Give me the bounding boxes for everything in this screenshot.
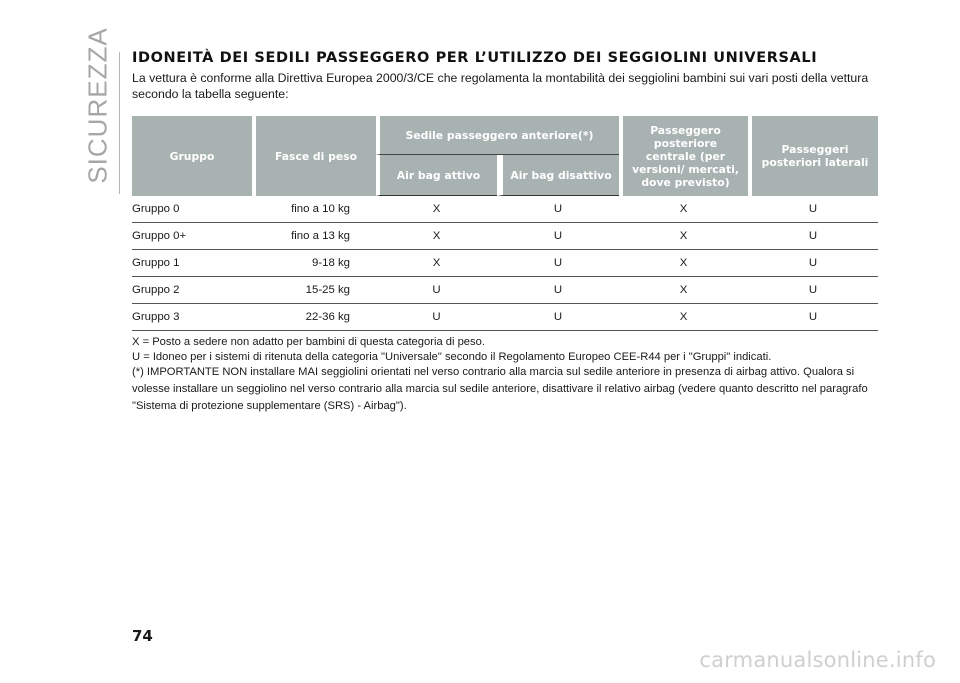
header-gruppo: Gruppo xyxy=(132,116,252,196)
cell-gruppo: Gruppo 3 xyxy=(132,304,252,331)
cell-posteriori-laterali: U xyxy=(748,250,878,277)
cell-airbag-attivo: U xyxy=(376,277,497,304)
header-posteriore-centrale: Passeggero posteriore centrale (per versioni/ mercati, dove previsto) xyxy=(619,116,748,196)
table-row xyxy=(132,250,878,277)
cell-gruppo: Gruppo 0 xyxy=(132,196,252,223)
cell-airbag-attivo: U xyxy=(376,304,497,331)
cell-airbag-attivo: X xyxy=(376,223,497,250)
cell-airbag-disattivo: U xyxy=(497,277,619,304)
table-row xyxy=(132,304,878,331)
cell-posteriore-centrale: X xyxy=(619,223,748,250)
header-posteriori-laterali: Passeggeri posteriori laterali xyxy=(748,116,878,196)
cell-gruppo: Gruppo 2 xyxy=(132,277,252,304)
cell-airbag-disattivo: U xyxy=(497,304,619,331)
side-divider xyxy=(119,52,120,194)
note-u: U = Idoneo per i sistemi di ritenuta della categoria "Universale" secondo il Regolamento Europeo CEE-R44 per i "Gruppi" indicati. xyxy=(132,350,772,363)
cell-fascia-peso: fino a 13 kg xyxy=(252,223,376,250)
section-side-title xyxy=(78,18,118,193)
cell-posteriore-centrale: X xyxy=(619,196,748,223)
cell-airbag-attivo: X xyxy=(376,250,497,277)
cell-posteriore-centrale: X xyxy=(619,250,748,277)
page-content xyxy=(132,50,878,415)
cell-posteriori-laterali: U xyxy=(748,304,878,331)
cell-airbag-disattivo: U xyxy=(497,250,619,277)
note-importante: (*) IMPORTANTE NON installare MAI seggiolini orientati nel verso contrario alla marcia sul sedile anteriore in presenza di airbag attivo. Qualora si volesse installare un seggiolino nel verso contrario alla marcia sul sedile anteriore, disattivare il relativo airbag (vedere quanto descritto nel paragrafo "Sistema di protezione supplementare (SRS) - Airbag"). xyxy=(132,366,868,412)
cell-fascia-peso: 9-18 kg xyxy=(252,250,376,277)
suitability-table xyxy=(132,116,878,331)
header-airbag-attivo: Air bag attivo xyxy=(376,155,497,196)
cell-posteriori-laterali: U xyxy=(748,223,878,250)
site-watermark: carmanualsonline.info xyxy=(699,648,936,672)
cell-airbag-disattivo: U xyxy=(497,223,619,250)
intro-paragraph: La vettura è conforme alla Direttiva Europea 2000/3/CE che regolamenta la montabilità dei seggiolini bambini sui vari posti della vettura secondo la tabella seguente: xyxy=(132,71,869,101)
table-row xyxy=(132,223,878,250)
section-side-title-text: SICUREZZA xyxy=(82,27,113,184)
table-notes xyxy=(132,335,878,415)
header-sedile-anteriore: Sedile passeggero anteriore(*) xyxy=(376,116,619,155)
cell-posteriori-laterali: U xyxy=(748,277,878,304)
cell-airbag-disattivo: U xyxy=(497,196,619,223)
cell-gruppo: Gruppo 0+ xyxy=(132,223,252,250)
table-row xyxy=(132,196,878,223)
page-number: 74 xyxy=(132,627,153,645)
cell-fascia-peso: fino a 10 kg xyxy=(252,196,376,223)
cell-fascia-peso: 22-36 kg xyxy=(252,304,376,331)
cell-posteriore-centrale: X xyxy=(619,277,748,304)
cell-gruppo: Gruppo 1 xyxy=(132,250,252,277)
page-heading: IDONEITÀ DEI SEDILI PASSEGGERO PER L’UTILIZZO DEI SEGGIOLINI UNIVERSALI xyxy=(132,50,818,66)
cell-posteriori-laterali: U xyxy=(748,196,878,223)
cell-fascia-peso: 15-25 kg xyxy=(252,277,376,304)
table-row xyxy=(132,277,878,304)
note-x: X = Posto a sedere non adatto per bambini di questa categoria di peso. xyxy=(132,336,485,348)
header-airbag-disattivo: Air bag disattivo xyxy=(497,155,619,196)
cell-airbag-attivo: X xyxy=(376,196,497,223)
cell-posteriore-centrale: X xyxy=(619,304,748,331)
header-fasce-peso: Fasce di peso xyxy=(252,116,376,196)
